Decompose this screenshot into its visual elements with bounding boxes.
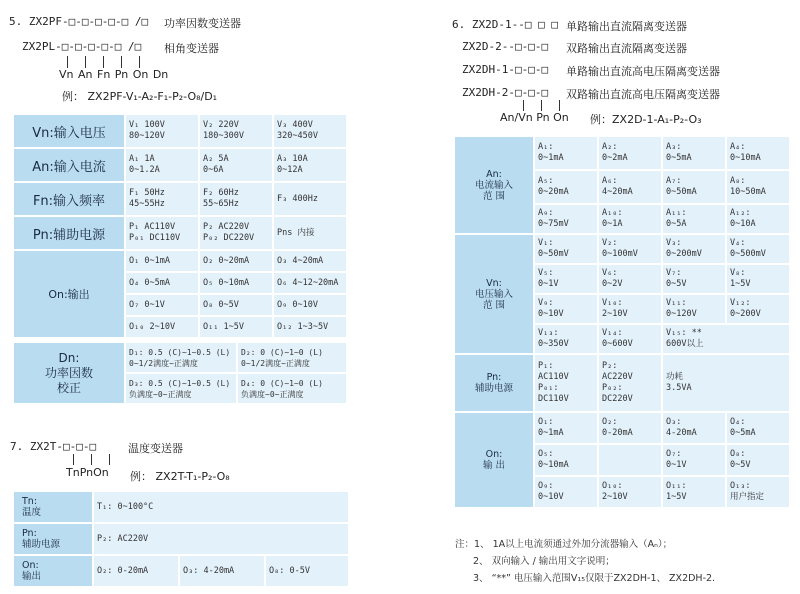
s5-labels: Vn An Fn Pn On Dn xyxy=(59,68,169,81)
s6-connector xyxy=(523,100,524,111)
table-s5 xyxy=(12,113,348,339)
s5-connector xyxy=(85,56,86,68)
an-cell: A₁ 1A 0~1.2A xyxy=(126,149,198,181)
vn-cell: V₁: 0~50mV xyxy=(535,235,597,263)
s6-labels: An/Vn Pn On xyxy=(500,111,569,124)
fn-cell: F₂ 60Hz 55~65Hz xyxy=(200,183,272,215)
s6-line3-code: ZX2DH-1-□-□-□ xyxy=(462,63,549,76)
vn-label: Vn: 电压输入 范 围 xyxy=(455,235,533,353)
fn-cell: F₃ 400Hz xyxy=(274,183,346,215)
note-3: 3、 “**” 电压输入范围V₁₅仅限于ZX2DH-1、 ZX2DH-2. xyxy=(473,573,716,584)
pn-cell: P₁: AC110V P₀₁: DC110V xyxy=(535,355,597,411)
on-cell: O₁: 0~1mA xyxy=(535,413,597,443)
an-cell: A₆: 4~20mA xyxy=(599,171,661,203)
on-cell: O₁₀: 2~10V xyxy=(599,477,661,507)
on-cell: O₈ 0~5V xyxy=(200,295,272,315)
on-value: O₃: 4-20mA xyxy=(180,556,264,586)
s5-connector xyxy=(139,56,140,68)
s6-connector xyxy=(541,100,542,111)
s7-connector xyxy=(109,454,110,465)
vn-cell: V₅: 0~1V xyxy=(535,265,597,293)
on-cell: O₅ 0~10mA xyxy=(200,273,272,293)
note-2: 2、 双向输入 / 输出用文字说明； xyxy=(473,556,615,567)
an-label: An: 电流输入 范 围 xyxy=(455,137,533,233)
dn-cell: D₁: 0.5 (C)~1~0.5 (L) 0~1/2满度~正满度 xyxy=(126,343,236,372)
vn-cell: V₄: 0~500mV xyxy=(727,235,789,263)
an-cell: A₁₀: 0~1A xyxy=(599,205,661,233)
on-value: O₈: 0-5V xyxy=(266,556,348,586)
fn-cell: F₁ 50Hz 45~55Hz xyxy=(126,183,198,215)
s5-line1-name: 功率因数变送器 xyxy=(164,17,241,30)
s5-line1-code: 5. ZX2PF-□-□-□-□-□ /□ xyxy=(9,15,149,28)
s5-connector xyxy=(67,56,68,68)
an-cell: A₁: 0~1mA xyxy=(535,137,597,169)
s6-line1-name: 单路输出直流隔离变送器 xyxy=(566,20,687,33)
an-cell: A₄: 0~10mA xyxy=(727,137,789,169)
vn-label: Vn:输入电压 xyxy=(14,115,124,147)
pn-cell: P₁ AC110V P₀₁ DC110V xyxy=(126,217,198,249)
on-cell: O₄: 0~5mA xyxy=(727,413,789,443)
vn-cell: V₇: 0~5V xyxy=(663,265,725,293)
vn-cell: V₁₄: 0~600V xyxy=(599,325,661,353)
vn-cell: V₂: 0~100mV xyxy=(599,235,661,263)
s7-code: 7. ZX2T-□-□-□ xyxy=(10,440,97,453)
vn-cell: V₁₂: 0~200V xyxy=(727,295,789,323)
on-cell: O₉ 0~10V xyxy=(274,295,346,315)
an-cell: A₅: 0~20mA xyxy=(535,171,597,203)
on-cell: O₁₁: 1~5V xyxy=(663,477,725,507)
dn-cell: D₂: 0 (C)~1~0 (L) 0~1/2满度~正满度 xyxy=(238,343,346,372)
pn-label: Pn:辅助电源 xyxy=(14,217,124,249)
on-cell: O₁₂ 1~3~5V xyxy=(274,317,346,337)
on-cell: O₁₃: 用户指定 xyxy=(727,477,789,507)
pn-power: 功耗 3.5VA xyxy=(663,355,789,411)
an-cell: A₈: 10~50mA xyxy=(727,171,789,203)
s6-line1-code: 6. ZX2D-1--□ □ □ xyxy=(452,18,558,31)
dn-cell: D₃: 0.5 (C)~1~0.5 (L) 负满度~0~正满度 xyxy=(126,374,236,403)
on-cell: O₄ 0~5mA xyxy=(126,273,198,293)
vn-cell: V₃: 0~200mV xyxy=(663,235,725,263)
on-label: On: 输出 xyxy=(14,556,92,586)
pn-cell: P₂: AC220V P₀₂: DC220V xyxy=(599,355,661,411)
on-cell: O₆ 4~12~20mA xyxy=(274,273,346,293)
on-cell: O₁₁ 1~5V xyxy=(200,317,272,337)
s6-line4-code: ZX2DH-2-□-□-□ xyxy=(462,86,549,99)
note-1: 注：1、 1A以上电流须通过外加分流器输入（Aₙ）； xyxy=(455,539,673,550)
vn-cell: V₁₃: 0~350V xyxy=(535,325,597,353)
pn-cell: Pns 内接 xyxy=(274,217,346,249)
pn-value: P₂: AC220V xyxy=(94,524,348,554)
vn-cell: V₁₀: 2~10V xyxy=(599,295,661,323)
on-cell: O₅: 0~10mA xyxy=(535,445,597,475)
dn-label: Dn: 功率因数 校正 xyxy=(14,343,124,403)
vn-cell: V₁ 100V 80~120V xyxy=(126,115,198,147)
vn-cell: V₁₁: 0~120V xyxy=(663,295,725,323)
s5-connector xyxy=(121,56,122,68)
pn-label: Pn: 辅助电源 xyxy=(14,524,92,554)
an-cell: A₉: 0~75mV xyxy=(535,205,597,233)
on-cell: O₃: 4-20mA xyxy=(663,413,725,443)
s6-example: 例：ZX2D-1-A₁-P₂-O₃ xyxy=(590,113,702,126)
on-value: O₂: 0-20mA xyxy=(94,556,178,586)
s7-connector xyxy=(91,454,92,465)
an-cell: A₂ 5A 0~6A xyxy=(200,149,272,181)
s5-example: 例： ZX2PF-V₁-A₂-F₁-P₂-O₈/D₁ xyxy=(62,90,218,103)
on-label: On:输出 xyxy=(14,251,124,337)
vn-cell: V₆: 0~2V xyxy=(599,265,661,293)
on-cell: O₁ 0~1mA xyxy=(126,251,198,271)
on-cell: O₃ 4~20mA xyxy=(274,251,346,271)
an-cell: A₁₁: 0~5A xyxy=(663,205,725,233)
s6-connector xyxy=(559,100,560,111)
on-cell-empty xyxy=(599,445,661,475)
vn-cell: V₉: 0~10V xyxy=(535,295,597,323)
s7-example: 例： ZX2T-T₁-P₂-O₈ xyxy=(130,470,230,483)
an-cell: A₁₂: 0~10A xyxy=(727,205,789,233)
s5-line2-name: 相角变送器 xyxy=(164,42,219,55)
fn-label: Fn:输入频率 xyxy=(14,183,124,215)
s6-line3-name: 单路输出直流高电压隔离变送器 xyxy=(566,65,720,78)
vn-cell: V₃ 400V 320~450V xyxy=(274,115,346,147)
on-cell: O₈: 0~5V xyxy=(727,445,789,475)
tn-label: Tn: 温度 xyxy=(14,492,92,522)
table-s6 xyxy=(453,135,791,509)
vn-cell: V₈: 1~5V xyxy=(727,265,789,293)
s6-line2-code: ZX2D-2--□-□-□ xyxy=(462,40,549,53)
pn-cell: P₂ AC220V P₀₂ DC220V xyxy=(200,217,272,249)
s7-labels: TnPnOn xyxy=(66,466,109,479)
s5-connector xyxy=(103,56,104,68)
an-cell: A₃: 0~5mA xyxy=(663,137,725,169)
on-label: On: 输 出 xyxy=(455,413,533,507)
tn-value: T₁: 0~100°C xyxy=(94,492,348,522)
s7-connector xyxy=(73,454,74,465)
dn-cell: D₄: 0 (C)~1~0 (L) 负满度~0~正满度 xyxy=(238,374,346,403)
s5-line2-code: ZX2PL-□-□-□-□-□ /□ xyxy=(22,40,142,53)
s6-line2-name: 双路输出直流隔离变送器 xyxy=(566,42,687,55)
table-s5-dn xyxy=(12,341,348,405)
on-cell: O₇: 0~1V xyxy=(663,445,725,475)
table-s7 xyxy=(12,490,350,588)
an-label: An:输入电流 xyxy=(14,149,124,181)
on-cell: O₇ 0~1V xyxy=(126,295,198,315)
on-cell: O₂: 0-20mA xyxy=(599,413,661,443)
pn-label: Pn: 辅助电源 xyxy=(455,355,533,411)
s7-name: 温度变送器 xyxy=(128,442,183,455)
on-cell: O₁₀ 2~10V xyxy=(126,317,198,337)
s6-line4-name: 双路输出直流高电压隔离变送器 xyxy=(566,88,720,101)
vn-cell: V₂ 220V 180~300V xyxy=(200,115,272,147)
an-cell: A₂: 0~2mA xyxy=(599,137,661,169)
an-cell: A₇: 0~50mA xyxy=(663,171,725,203)
on-cell: O₉: 0~10V xyxy=(535,477,597,507)
an-cell: A₃ 10A 0~12A xyxy=(274,149,346,181)
on-cell: O₂ 0~20mA xyxy=(200,251,272,271)
vn-cell: V₁₅: ** 600V以上 xyxy=(663,325,789,353)
